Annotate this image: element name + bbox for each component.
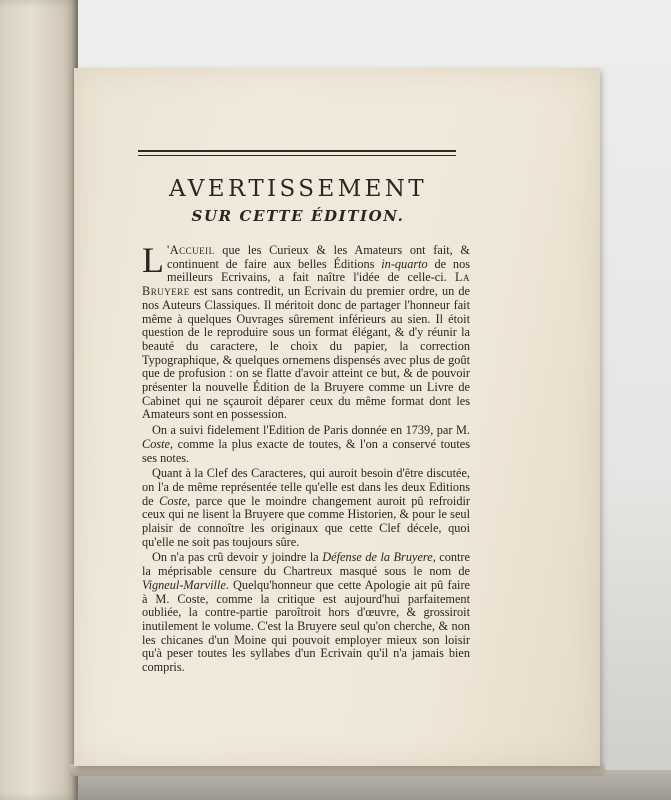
text-span: in-quarto bbox=[381, 256, 428, 271]
text-span: que les Curieux & les Amateurs ont fait, & continuent de faire aux belles Éditions bbox=[167, 243, 470, 271]
text-span: de nos meilleurs Ecrivains, a fait naître l'idée de celle-ci. bbox=[167, 256, 470, 285]
page-title: AVERTISSEMENT bbox=[168, 176, 428, 202]
text-span: Vigneul-Marville bbox=[142, 577, 226, 592]
body-text bbox=[142, 240, 471, 675]
drop-cap: L bbox=[142, 240, 164, 280]
text-span: On n'a pas crû devoir y joindre la bbox=[152, 550, 323, 565]
text-span: , parce que le moindre changement auroit pû refroidir ceux qui ne lisent la Bruyere que comme Historien, & pour le seul plaisir de connoître les originaux que cette Clef décele, quoi qu'elle ne soit pas toujours sûre. bbox=[142, 493, 471, 549]
paragraph-3 bbox=[142, 467, 470, 549]
paragraph-4 bbox=[142, 551, 470, 674]
text-span: Défense de la Bruyere bbox=[322, 550, 433, 565]
text-span: , comme la plus exacte de toutes, & l'on a conservé toutes ses notes. bbox=[142, 436, 470, 465]
ornamental-rule-thin bbox=[138, 155, 456, 156]
facing-page-edge bbox=[0, 0, 78, 800]
page-subtitle: SUR CETTE ÉDITION. bbox=[191, 207, 405, 225]
text-span: Coste bbox=[142, 436, 171, 451]
text-span: , contre la méprisable censure du Chartreux masqué sous le nom de bbox=[142, 550, 470, 579]
text-span: On a suivi fidelement l'Edition de Paris donnée en 1739, par M. bbox=[152, 423, 470, 438]
paragraph-1 bbox=[142, 240, 470, 422]
text-span: Coste bbox=[159, 493, 188, 508]
text-span: . Quelqu'honneur que cette Apologie ait pû faire à M. Coste, comme la critique est aujourd'hui parfaitement oubliée, la contre-partie paroîtroit hors d'œuvre, & grossiroit inutilement le volume. C'est la Bruyere seul qu'on cherche, & non les chicanes d'un Moine qui pouvoit employer mieux son loisir qu'à peser toutes les syllabes d'un Ecrivain qu'il n'a jamais bien compris. bbox=[142, 577, 470, 675]
paragraph-2 bbox=[142, 424, 470, 465]
text-span: 'Accueil bbox=[167, 243, 215, 257]
text-span: Quant à la Clef des Caracteres, qui auroit besoin d'être discutée, on l'a de même représentée telle qu'elle est dans les deux Editions de bbox=[142, 466, 470, 508]
text-span: est sans contredit, un Ecrivain du premier ordre, un de nos Auteurs Classiques. Il méritoit donc de partager l'honneur fait même à quelques Ouvrages sûrement inférieurs au sien. Il étoit question de le reproduire sous un format élégant, & d'y réunir la beauté du caractere, le choix du papier, la correction Typographique, & quelques ornemens dispensés avec plus de goût que de profusion : on se flatte d'avoir atteint ce but, & de pouvoir présenter la nouvelle Édition de la Bruyere comme un Livre de Cabinet qui ne sçauroit déparer ceux du même format dont les Amateurs sont en possession. bbox=[142, 284, 470, 422]
ornamental-rule bbox=[138, 150, 456, 152]
author-name: La Bruyere bbox=[142, 270, 470, 299]
